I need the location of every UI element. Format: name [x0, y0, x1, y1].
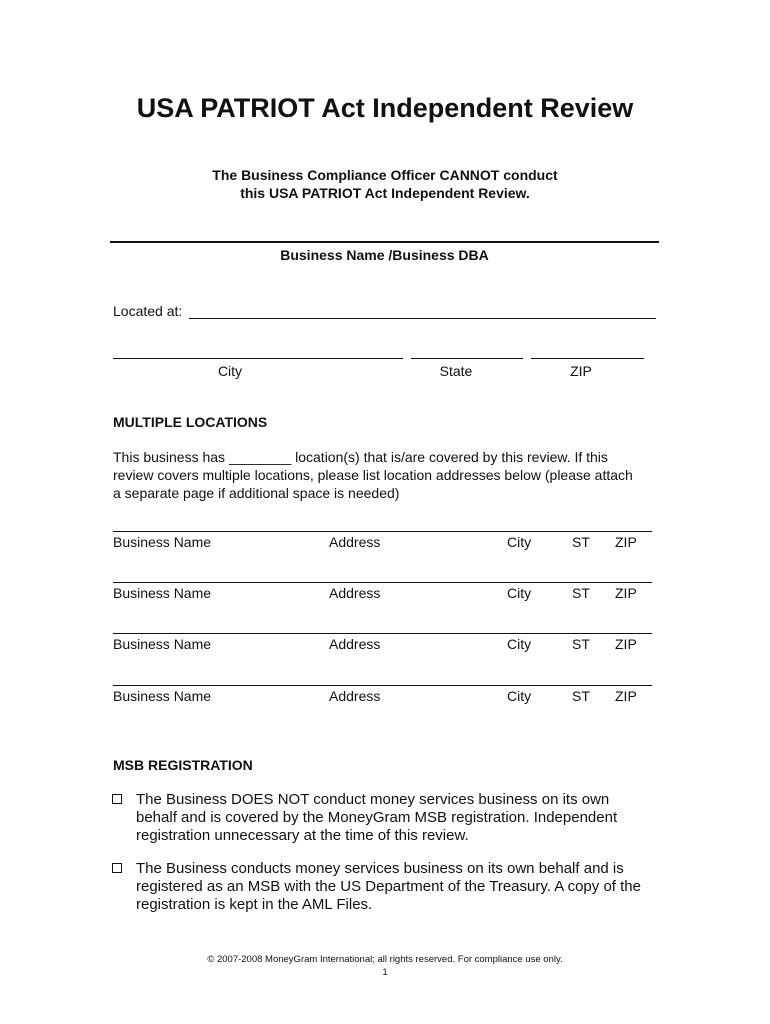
located-at-field-line[interactable]: [189, 318, 656, 319]
location-3-business-name-label: Business Name: [113, 636, 212, 652]
location-4-field-line[interactable]: [113, 685, 652, 686]
location-4-zip-label: ZIP: [615, 688, 637, 704]
zip-label: ZIP: [570, 363, 592, 379]
compliance-notice-line-1: The Business Compliance Officer CANNOT conduct: [212, 167, 558, 183]
msb-option-not-registered-line-2: behalf and is covered by the MoneyGram MSB registration. Independent: [136, 809, 618, 826]
msb-option-registered[interactable]: [112, 860, 652, 916]
msb-option-registered-line-2: registered as an MSB with the US Department of the Treasury. A copy of the: [136, 878, 641, 895]
multiple-locations-instructions: [113, 448, 673, 502]
location-2-address-label: Address: [329, 585, 381, 601]
copyright-footer: © 2007-2008 MoneyGram International; all rights reserved. For compliance use only.: [207, 954, 563, 965]
location-4-city-label: City: [507, 688, 532, 704]
msb-option-registered-checkbox[interactable]: [112, 863, 122, 873]
msb-option-not-registered-line-3: registration unnecessary at the time of this review.: [136, 827, 469, 844]
msb-option-not-registered-checkbox[interactable]: [112, 794, 122, 804]
location-3-address-label: Address: [329, 636, 381, 652]
location-1-field-line[interactable]: [113, 531, 652, 532]
msb-option-not-registered-line-1: The Business DOES NOT conduct money services business on its own: [136, 791, 610, 808]
msb-option-not-registered-text: [136, 791, 656, 845]
location-3-zip-label: ZIP: [615, 636, 637, 652]
location-4-business-name-label: Business Name: [113, 688, 212, 704]
business-name-field-line[interactable]: [110, 241, 659, 243]
located-at-label: Located at:: [113, 303, 183, 319]
location-1-address-label: Address: [329, 534, 381, 550]
location-2-business-name-label: Business Name: [113, 585, 212, 601]
location-2-field-line[interactable]: [113, 582, 652, 583]
table-row: [113, 585, 653, 607]
location-1-zip-label: ZIP: [615, 534, 637, 550]
multiple-locations-line-3: a separate page if additional space is needed): [113, 485, 400, 501]
page-number: 1: [382, 967, 388, 978]
location-1-city-label: City: [507, 534, 532, 550]
city-label: City: [217, 363, 243, 379]
multiple-locations-heading: MULTIPLE LOCATIONS: [113, 414, 268, 430]
location-1-st-label: ST: [572, 534, 590, 550]
multiple-locations-line-1: This business has ________ location(s) that is/are covered by this review. If this: [113, 449, 608, 465]
table-row: [113, 534, 653, 556]
location-2-st-label: ST: [572, 585, 590, 601]
multiple-locations-line-2: review covers multiple locations, please list location addresses below (please attach: [113, 467, 633, 483]
location-2-zip-label: ZIP: [615, 585, 637, 601]
location-3-field-line[interactable]: [113, 633, 652, 634]
msb-option-registered-line-3: registration is kept in the AML Files.: [136, 896, 373, 913]
state-field-line[interactable]: [411, 358, 523, 359]
msb-option-not-registered[interactable]: [112, 791, 652, 847]
msb-option-registered-line-1: The Business conducts money services business on its own behalf and is: [136, 860, 624, 877]
zip-field-line[interactable]: [531, 358, 644, 359]
business-name-label: Business Name /Business DBA: [280, 247, 489, 263]
msb-option-registered-text: [136, 860, 656, 914]
location-3-st-label: ST: [572, 636, 590, 652]
compliance-notice: [0, 166, 770, 202]
location-3-city-label: City: [507, 636, 532, 652]
location-2-city-label: City: [507, 585, 532, 601]
location-1-business-name-label: Business Name: [113, 534, 212, 550]
table-row: [113, 688, 653, 710]
page-title: USA PATRIOT Act Independent Review: [136, 93, 634, 123]
location-4-st-label: ST: [572, 688, 590, 704]
location-4-address-label: Address: [329, 688, 381, 704]
msb-registration-heading: MSB REGISTRATION: [113, 757, 253, 773]
state-label: State: [439, 363, 473, 379]
table-row: [113, 636, 653, 658]
compliance-notice-line-2: this USA PATRIOT Act Independent Review.: [240, 185, 530, 201]
city-field-line[interactable]: [113, 358, 403, 359]
